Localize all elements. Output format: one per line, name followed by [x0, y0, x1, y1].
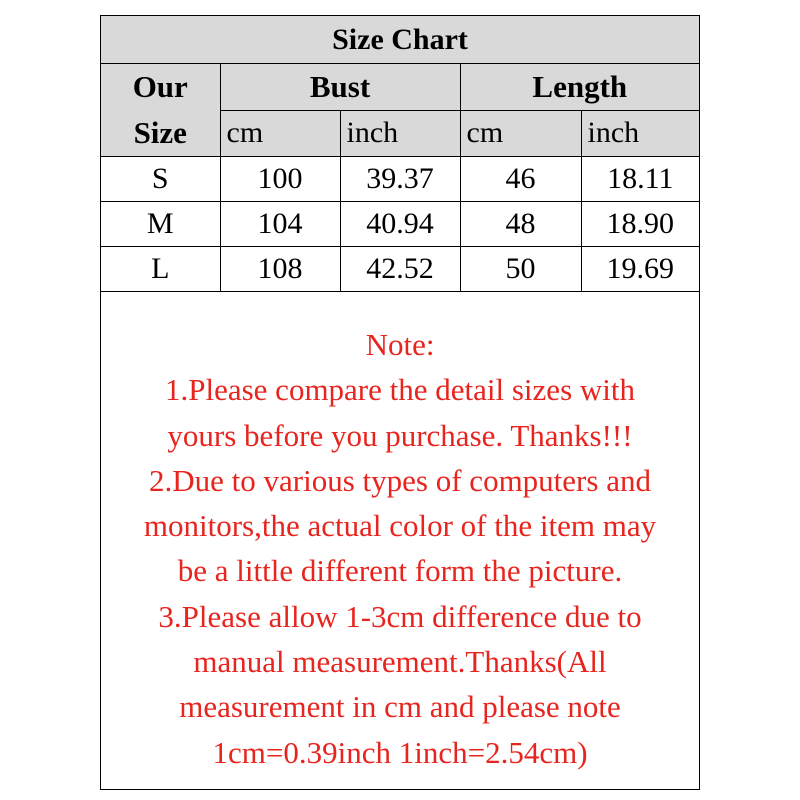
size-cell: S [101, 157, 220, 202]
length-inch-cell: 19.69 [581, 247, 699, 292]
note-line: 1.Please compare the detail sizes with [164, 372, 635, 408]
length-header: Length [460, 64, 699, 111]
note-line: manual measurement.Thanks(All [193, 644, 607, 680]
note-heading: Note: [365, 327, 435, 362]
note-line: yours before you purchase. Thanks!!! [167, 417, 633, 453]
bust-cm-cell: 104 [220, 202, 340, 247]
bust-inch-cell: 39.37 [340, 157, 460, 202]
note-line: 1cm=0.39inch 1inch=2.54cm) [212, 734, 588, 770]
note-line: 3.Please allow 1-3cm difference due to [158, 598, 642, 634]
our-size-line1: Our [132, 69, 188, 104]
bust-inch-cell: 42.52 [340, 247, 460, 292]
size-cell: M [101, 202, 220, 247]
note-line: measurement in cm and please note [179, 689, 621, 725]
length-cm-cell: 50 [460, 247, 581, 292]
our-size-header [101, 64, 220, 157]
length-cm-cell: 48 [460, 202, 581, 247]
length-inch-header: inch [581, 110, 699, 157]
bust-inch-cell: 40.94 [340, 202, 460, 247]
size-table [101, 16, 699, 292]
note-section [101, 292, 699, 775]
length-cm-cell: 46 [460, 157, 581, 202]
table-title: Size Chart [101, 16, 699, 64]
note-line: be a little different form the picture. [177, 553, 623, 589]
bust-cm-cell: 100 [220, 157, 340, 202]
length-inch-cell: 18.11 [581, 157, 699, 202]
our-size-line2: Size [133, 115, 187, 150]
bust-header: Bust [220, 64, 460, 111]
note-line: 2.Due to various types of computers and [149, 462, 651, 498]
table-row [101, 202, 699, 247]
size-chart [100, 15, 700, 790]
length-cm-header: cm [460, 110, 581, 157]
size-cell: L [101, 247, 220, 292]
note-line: monitors,the actual color of the item may [143, 508, 657, 544]
bust-cm-header: cm [220, 110, 340, 157]
bust-inch-header: inch [340, 110, 460, 157]
table-row [101, 157, 699, 202]
table-row [101, 247, 699, 292]
length-inch-cell: 18.90 [581, 202, 699, 247]
bust-cm-cell: 108 [220, 247, 340, 292]
